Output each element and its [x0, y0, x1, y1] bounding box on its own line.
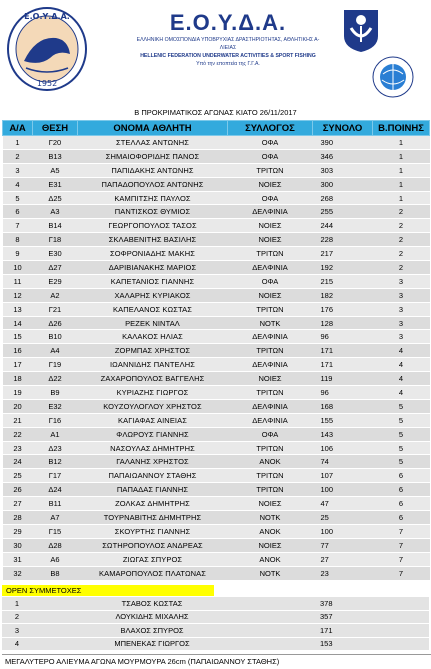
open-index: 1: [2, 597, 32, 610]
row-penalty: 2: [373, 205, 430, 219]
table-row: [3, 205, 430, 219]
row-total: 182: [313, 288, 373, 302]
row-index: 28: [3, 511, 33, 525]
row-athlete-name: ΠΑΝΤΙΣΚΟΣ ΘΥΜΙΟΣ: [78, 205, 228, 219]
row-penalty: 6: [373, 497, 430, 511]
table-row: [3, 288, 430, 302]
row-penalty: 1: [373, 149, 430, 163]
row-position: Δ23: [33, 441, 78, 455]
race-title: Β ΠΡΟΚΡΙΜΑΤΙΚΟΣ ΑΓΩΝΑΣ ΚΙΑΤΟ 26/11/2017: [134, 108, 297, 117]
column-header-position: ΘΕΣΗ: [33, 121, 78, 136]
row-athlete-name: ΖΑΧΑΡΟΠΟΥΛΟΣ ΒΑΓΓΕΛΗΣ: [78, 372, 228, 386]
federation-seal-logo: [6, 6, 88, 92]
row-index: 27: [3, 497, 33, 511]
row-index: 17: [3, 358, 33, 372]
row-index: 11: [3, 274, 33, 288]
row-index: 20: [3, 399, 33, 413]
row-club: ΝΟΙΕΣ: [228, 288, 313, 302]
row-total: 77: [313, 538, 373, 552]
row-index: 31: [3, 552, 33, 566]
empty-cell: [372, 610, 429, 624]
list-item: [2, 597, 429, 610]
row-penalty: 1: [373, 163, 430, 177]
row-penalty: 4: [373, 358, 430, 372]
row-position: Β11: [33, 497, 78, 511]
row-penalty: 7: [373, 524, 430, 538]
row-club: ΔΕΛΦΙΝΙΑ: [228, 413, 313, 427]
row-total: 100: [313, 483, 373, 497]
row-position: Δ27: [33, 261, 78, 275]
table-row: [3, 427, 430, 441]
row-total: 346: [313, 149, 373, 163]
empty-cell: [32, 624, 77, 638]
row-club: ΔΕΛΦΙΝΙΑ: [228, 261, 313, 275]
table-row: [3, 149, 430, 163]
row-position: Γ15: [33, 524, 78, 538]
table-row: [3, 233, 430, 247]
row-position: Β8: [33, 566, 78, 580]
row-index: 13: [3, 302, 33, 316]
row-club: ΑΝΟΚ: [228, 524, 313, 538]
row-club: ΤΡΙΤΩΝ: [228, 483, 313, 497]
row-index: 19: [3, 386, 33, 400]
row-total: 176: [313, 302, 373, 316]
row-total: 128: [313, 316, 373, 330]
row-penalty: 7: [373, 538, 430, 552]
row-athlete-name: ΠΑΠΑΙΩΑΝΝΟΥ ΣΤΑΘΗΣ: [78, 469, 228, 483]
empty-cell: [227, 610, 312, 624]
row-position: Ε31: [33, 177, 78, 191]
diving-emblem-logo: [340, 6, 382, 54]
row-penalty: 3: [373, 330, 430, 344]
row-club: ΑΝΟΚ: [228, 455, 313, 469]
row-total: 215: [313, 274, 373, 288]
row-index: 14: [3, 316, 33, 330]
row-total: 25: [313, 511, 373, 525]
row-index: 10: [3, 261, 33, 275]
row-club: ΔΕΛΦΙΝΙΑ: [228, 205, 313, 219]
table-row: [3, 219, 430, 233]
row-total: 228: [313, 233, 373, 247]
row-position: Α7: [33, 511, 78, 525]
row-club: ΔΕΛΦΙΝΙΑ: [228, 330, 313, 344]
row-penalty: 7: [373, 552, 430, 566]
row-athlete-name: ΝΑΣΟΥΛΑΣ ΔΗΜΗΤΡΗΣ: [78, 441, 228, 455]
row-athlete-name: ΣΟΦΡΟΝΙΑΔΗΣ ΜΑΚΗΣ: [78, 247, 228, 261]
row-penalty: 3: [373, 316, 430, 330]
row-index: 7: [3, 219, 33, 233]
row-penalty: 2: [373, 233, 430, 247]
row-index: 22: [3, 427, 33, 441]
row-index: 18: [3, 372, 33, 386]
row-position: Γ17: [33, 469, 78, 483]
seal-text: Ε.Ο.Υ.Δ.Α.: [24, 12, 70, 21]
row-position: Γ16: [33, 413, 78, 427]
row-club: ΤΡΙΤΩΝ: [228, 386, 313, 400]
row-total: 23: [313, 566, 373, 580]
open-participants-table: [2, 597, 429, 651]
row-penalty: 4: [373, 386, 430, 400]
row-total: 74: [313, 455, 373, 469]
row-club: ΑΝΟΚ: [228, 552, 313, 566]
row-athlete-name: ΠΑΠΑΔΟΠΟΥΛΟΣ ΑΝΤΩΝΗΣ: [78, 177, 228, 191]
row-club: ΝΟΤΚ: [228, 316, 313, 330]
row-club: ΝΟΤΚ: [228, 511, 313, 525]
organization-name-english: HELLENIC FEDERATION UNDERWATER ACTIVITIES & SPORT FISHING: [140, 53, 316, 59]
row-total: 27: [313, 552, 373, 566]
row-athlete-name: ΠΑΠΑΔΑΣ ΓΙΑΝΝΗΣ: [78, 483, 228, 497]
table-row: [3, 441, 430, 455]
row-position: Α3: [33, 205, 78, 219]
row-club: ΤΡΙΤΩΝ: [228, 441, 313, 455]
empty-cell: [227, 637, 312, 651]
row-athlete-name: ΓΑΛΑΝΗΣ ΧΡΗΣΤΟΣ: [78, 455, 228, 469]
open-total: 153: [312, 637, 372, 651]
row-index: 26: [3, 483, 33, 497]
row-index: 32: [3, 566, 33, 580]
row-total: 300: [313, 177, 373, 191]
results-table: [2, 120, 430, 581]
row-position: Β9: [33, 386, 78, 400]
open-athlete-name: ΜΠΕΝΕΚΑΣ ΓΙΩΡΓΟΣ: [77, 637, 227, 651]
row-total: 143: [313, 427, 373, 441]
row-index: 21: [3, 413, 33, 427]
row-athlete-name: ΚΑΜΠΙΤΣΗΣ ΠΑΥΛΟΣ: [78, 191, 228, 205]
row-penalty: 1: [373, 177, 430, 191]
row-total: 47: [313, 497, 373, 511]
row-athlete-name: ΖΟΡΜΠΑΣ ΧΡΗΣΤΟΣ: [78, 344, 228, 358]
table-row: [3, 372, 430, 386]
open-athlete-name: ΛΟΥΚΙΔΗΣ ΜΙΧΑΛΗΣ: [77, 610, 227, 624]
table-row: [3, 358, 430, 372]
row-position: Α1: [33, 427, 78, 441]
open-athlete-name: ΤΣΑΒΟΣ ΚΩΣΤΑΣ: [77, 597, 227, 610]
row-index: 4: [3, 177, 33, 191]
table-row: [3, 177, 430, 191]
column-header-index: Α/Α: [3, 121, 33, 136]
row-athlete-name: ΤΟΥΡΝΑΒΙΤΗΣ ΔΗΜΗΤΡΗΣ: [78, 511, 228, 525]
row-penalty: 6: [373, 483, 430, 497]
row-club: ΝΟΙΕΣ: [228, 538, 313, 552]
row-penalty: 3: [373, 274, 430, 288]
row-index: 24: [3, 455, 33, 469]
row-penalty: 4: [373, 344, 430, 358]
row-penalty: 5: [373, 455, 430, 469]
row-total: 96: [313, 386, 373, 400]
row-athlete-name: ΧΑΛΑΡΗΣ ΚΥΡΙΑΚΟΣ: [78, 288, 228, 302]
list-item: [2, 624, 429, 638]
table-row: [3, 330, 430, 344]
row-club: ΟΦΑ: [228, 149, 313, 163]
empty-cell: [372, 597, 429, 610]
table-row: [3, 136, 430, 150]
table-row: [3, 413, 430, 427]
row-index: 3: [3, 163, 33, 177]
row-penalty: 5: [373, 399, 430, 413]
row-athlete-name: ΚΥΡΙΑΖΗΣ ΓΙΩΡΓΟΣ: [78, 386, 228, 400]
row-athlete-name: ΔΑΡΙΒΙΑΝΑΚΗΣ ΜΑΡΙΟΣ: [78, 261, 228, 275]
table-row: [3, 566, 430, 580]
results-header-row: [3, 121, 430, 136]
cmas-globe-logo: [372, 56, 414, 98]
table-row: [3, 247, 430, 261]
row-club: ΝΟΙΕΣ: [228, 497, 313, 511]
open-index: 3: [2, 624, 32, 638]
row-penalty: 3: [373, 288, 430, 302]
row-club: ΤΡΙΤΩΝ: [228, 469, 313, 483]
table-row: [3, 386, 430, 400]
row-total: 155: [313, 413, 373, 427]
row-position: Δ24: [33, 483, 78, 497]
row-athlete-name: ΠΑΠΙΔΑΚΗΣ ΑΝΤΩΝΗΣ: [78, 163, 228, 177]
row-club: ΝΟΙΕΣ: [228, 219, 313, 233]
table-row: [3, 552, 430, 566]
row-athlete-name: ΚΑΜΑΡΟΠΟΥΛΟΣ ΠΛΑΤΩΝΑΣ: [78, 566, 228, 580]
row-position: Δ28: [33, 538, 78, 552]
row-penalty: 4: [373, 372, 430, 386]
row-athlete-name: ΣΤΕΛΛΑΣ ΑΝΤΩΝΗΣ: [78, 136, 228, 150]
table-row: [3, 524, 430, 538]
row-club: ΤΡΙΤΩΝ: [228, 247, 313, 261]
row-club: ΤΡΙΤΩΝ: [228, 344, 313, 358]
row-total: 390: [313, 136, 373, 150]
row-position: Β12: [33, 455, 78, 469]
row-index: 30: [3, 538, 33, 552]
row-athlete-name: ΣΩΤΗΡΟΠΟΥΛΟΣ ΑΝΔΡΕΑΣ: [78, 538, 228, 552]
row-position: Γ19: [33, 358, 78, 372]
row-total: 244: [313, 219, 373, 233]
table-row: [3, 344, 430, 358]
open-index: 4: [2, 637, 32, 651]
empty-cell: [372, 637, 429, 651]
row-athlete-name: ΣΚΟΥΡΤΗΣ ΓΙΑΝΝΗΣ: [78, 524, 228, 538]
row-position: Ε29: [33, 274, 78, 288]
row-athlete-name: ΣΗΜΑΙΟΦΟΡΙΔΗΣ ΠΑΝΟΣ: [78, 149, 228, 163]
row-index: 15: [3, 330, 33, 344]
table-row: [3, 302, 430, 316]
row-club: ΔΕΛΦΙΝΙΑ: [228, 399, 313, 413]
row-club: ΝΟΤΚ: [228, 566, 313, 580]
row-athlete-name: ΡΕΖΕΚ ΝΙΝΤΑΛ: [78, 316, 228, 330]
table-row: [3, 483, 430, 497]
table-row: [3, 316, 430, 330]
table-row: [3, 538, 430, 552]
row-index: 16: [3, 344, 33, 358]
row-penalty: 3: [373, 302, 430, 316]
table-row: [3, 497, 430, 511]
row-club: ΝΟΙΕΣ: [228, 177, 313, 191]
column-header-athlete: ΟΝΟΜΑ ΑΘΛΗΤΗ: [78, 121, 228, 136]
row-athlete-name: ΚΟΥΖΟΥΛΟΓΛΟΥ ΧΡΗΣΤΟΣ: [78, 399, 228, 413]
row-penalty: 1: [373, 136, 430, 150]
row-athlete-name: ΙΩΑΝΝΙΔΗΣ ΠΑΝΤΕΛΗΣ: [78, 358, 228, 372]
row-position: Δ26: [33, 316, 78, 330]
row-index: 9: [3, 247, 33, 261]
row-position: Α4: [33, 344, 78, 358]
open-index: 2: [2, 610, 32, 624]
row-athlete-name: ΚΑΠΕΛΑΝΟΣ ΚΩΣΤΑΣ: [78, 302, 228, 316]
open-participants-body: [2, 597, 429, 651]
row-total: 106: [313, 441, 373, 455]
letterhead: [0, 0, 431, 100]
row-athlete-name: ΓΕΩΡΓΟΠΟΥΛΟΣ ΤΑΣΟΣ: [78, 219, 228, 233]
open-total: 378: [312, 597, 372, 610]
row-club: ΟΦΑ: [228, 427, 313, 441]
row-total: 100: [313, 524, 373, 538]
row-total: 255: [313, 205, 373, 219]
row-athlete-name: ΦΛΩΡΟΥΣ ΓΙΑΝΝΗΣ: [78, 427, 228, 441]
row-position: Δ22: [33, 372, 78, 386]
row-total: 171: [313, 344, 373, 358]
table-row: [3, 511, 430, 525]
open-total: 357: [312, 610, 372, 624]
row-penalty: 6: [373, 469, 430, 483]
table-row: [3, 274, 430, 288]
results-body: [3, 136, 430, 581]
organization-supervision: Υπό την εποπτεία της Γ.Γ.Α.: [196, 61, 260, 67]
organization-title: Ε.Ο.Υ.Δ.Α.: [169, 10, 287, 35]
table-row: [3, 399, 430, 413]
row-position: Α5: [33, 163, 78, 177]
row-position: Α6: [33, 552, 78, 566]
row-athlete-name: ΚΑΛΑΚΟΣ ΗΛΙΑΣ: [78, 330, 228, 344]
table-row: [3, 261, 430, 275]
row-index: 2: [3, 149, 33, 163]
row-total: 168: [313, 399, 373, 413]
row-position: Γ18: [33, 233, 78, 247]
row-total: 119: [313, 372, 373, 386]
seal-year: 1952: [36, 79, 58, 88]
column-header-total: ΣΥΝΟΛΟ: [313, 121, 373, 136]
row-club: ΟΦΑ: [228, 191, 313, 205]
row-total: 303: [313, 163, 373, 177]
organization-block: [108, 10, 348, 68]
row-penalty: 5: [373, 427, 430, 441]
row-club: ΟΦΑ: [228, 136, 313, 150]
row-index: 29: [3, 524, 33, 538]
row-position: Γ21: [33, 302, 78, 316]
row-athlete-name: ΣΚΛΑΒΕΝΙΤΗΣ ΒΑΣΙΛΗΣ: [78, 233, 228, 247]
open-participants-label: OPEN ΣΥΜΜΕΤΟΧΕΣ: [2, 585, 214, 596]
open-athlete-name: ΒΛΑΧΟΣ ΣΠΥΡΟΣ: [77, 624, 227, 638]
row-index: 1: [3, 136, 33, 150]
row-total: 217: [313, 247, 373, 261]
table-row: [3, 163, 430, 177]
row-club: ΤΡΙΤΩΝ: [228, 163, 313, 177]
row-club: ΟΦΑ: [228, 274, 313, 288]
list-item: [2, 637, 429, 651]
row-position: Ε32: [33, 399, 78, 413]
row-penalty: 2: [373, 219, 430, 233]
row-athlete-name: ΚΑΓΙΑΦΑΣ ΑΙΝΕΙΑΣ: [78, 413, 228, 427]
row-index: 8: [3, 233, 33, 247]
row-index: 6: [3, 205, 33, 219]
row-total: 96: [313, 330, 373, 344]
row-club: ΔΕΛΦΙΝΙΑ: [228, 358, 313, 372]
row-penalty: 6: [373, 511, 430, 525]
row-position: Δ25: [33, 191, 78, 205]
list-item: [2, 610, 429, 624]
row-athlete-name: ΖΙΩΓΑΣ ΣΠΥΡΟΣ: [78, 552, 228, 566]
row-total: 171: [313, 358, 373, 372]
row-athlete-name: ΖΟΛΚΑΣ ΔΗΜΗΤΡΗΣ: [78, 497, 228, 511]
row-total: 192: [313, 261, 373, 275]
row-total: 268: [313, 191, 373, 205]
row-athlete-name: ΚΑΠΕΤΑΝΙΟΣ ΓΙΑΝΝΗΣ: [78, 274, 228, 288]
empty-cell: [372, 624, 429, 638]
column-header-penalty: Β.ΠΟΙΝΗΣ: [373, 121, 430, 136]
empty-cell: [227, 597, 312, 610]
organization-name-greek: ΕΛΛΗΝΙΚΗ ΟΜΟΣΠΟΝΔΙΑ ΥΠΟΒΡΥΧΙΑΣ ΔΡΑΣΤΗΡΙΟΤΗΤΑΣ, ΑΘΛΗΤΙΚΗΣ Α-: [136, 37, 320, 43]
organization-name-greek-cont: ΛΙΕΙΑΣ: [219, 45, 237, 51]
row-position: Β10: [33, 330, 78, 344]
empty-cell: [227, 624, 312, 638]
row-penalty: 2: [373, 261, 430, 275]
row-position: Β14: [33, 219, 78, 233]
empty-cell: [32, 637, 77, 651]
row-index: 5: [3, 191, 33, 205]
empty-cell: [32, 610, 77, 624]
row-index: 23: [3, 441, 33, 455]
row-total: 107: [313, 469, 373, 483]
row-index: 25: [3, 469, 33, 483]
largest-catch-note: ΜΕΓΑΛΥΤΕΡΟ ΑΛΙΕΥΜΑ ΑΓΩΝΑ ΜΟΥΡΜΟΥΡΑ 26cm (ΠΑΠΑΙΩΑΝΝΟΥ ΣΤΑΘΗΣ): [2, 654, 431, 668]
row-penalty: 1: [373, 191, 430, 205]
row-club: ΝΟΙΕΣ: [228, 233, 313, 247]
row-penalty: 5: [373, 441, 430, 455]
empty-cell: [32, 597, 77, 610]
row-position: Β13: [33, 149, 78, 163]
row-position: Α2: [33, 288, 78, 302]
row-penalty: 5: [373, 413, 430, 427]
row-club: ΝΟΙΕΣ: [228, 372, 313, 386]
column-header-club: ΣΥΛΛΟΓΟΣ: [228, 121, 313, 136]
row-position: Ε30: [33, 247, 78, 261]
row-position: Γ20: [33, 136, 78, 150]
row-index: 12: [3, 288, 33, 302]
row-club: ΤΡΙΤΩΝ: [228, 302, 313, 316]
table-row: [3, 191, 430, 205]
open-total: 171: [312, 624, 372, 638]
row-penalty: 2: [373, 247, 430, 261]
table-row: [3, 469, 430, 483]
row-penalty: 7: [373, 566, 430, 580]
table-row: [3, 455, 430, 469]
